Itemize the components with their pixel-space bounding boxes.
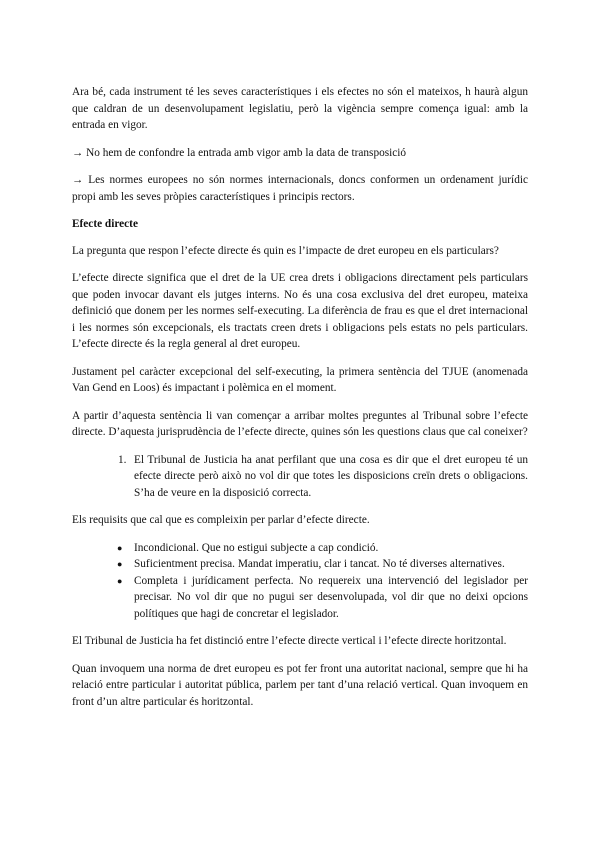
list-item-text: Suficientment precisa. Mandat imperatiu, clar i tancat. No té diverses alternatives. [134, 558, 505, 570]
bullet-list-item [72, 556, 528, 573]
bullet-icon: ● [117, 559, 123, 569]
document-body [72, 84, 528, 721]
section-heading: Efecte directe [72, 218, 138, 230]
paragraph: Quan invoquem una norma de dret europeu es pot fer front una autoritat nacional, sempre que hi ha relació entre particular i autoritat pública, parlem per tant d’una relació vertical. Quan invoquem en front d’un altre particular és horitzontal. [72, 662, 528, 708]
paragraph: Ara bé, cada instrument té les seves característiques i els efectes no són el mateixos, h haurà algun que caldran de un desenvolupament legislatiu, però la vigència sempre comença igual: amb la entrada en vigor. [72, 86, 528, 131]
paragraph: Justament pel caràcter excepcional del self-executing, la primera sentència del TJUE (anomenada Van Gend en Loos) és impactant i polèmica en el moment. [72, 365, 528, 394]
bullet-list [72, 540, 528, 623]
paragraph: L’efecte directe significa que el dret de la UE crea drets i obligacions directament pels particulars que poden invocar davant els jutges interns. No és una cosa exclusiva del dret europeu, mateixa definició que donem per les normes self-executing. La diferència de frau es que el dret internacional i les normes són excepcionals, els tractats creen drets i obligacions pels estats no pels particulars. L’efecte directe és la regla general al dret europeu. [72, 272, 528, 350]
list-item-text: El Tribunal de Justicia ha anat perfilant que una cosa es dir que el dret europeu té un efecte directe però això no vol dir que totes les disposicions creïn drets o obligacions. S’ha de veure en la disposició correcta. [134, 453, 528, 499]
paragraph: A partir d’aquesta sentència li van començar a arribar moltes preguntes al Tribunal sobre l’efecte directe. D’aquesta jurisprudència de l’efecte directe, quines són les questions claus que cal coneixer? [72, 409, 528, 438]
bullet-list-item [72, 573, 528, 623]
paragraph: → No hem de confondre la entrada amb vigor amb la data de transposició [72, 146, 407, 159]
paragraph: → Les normes europees no són normes internacionals, doncs conformen un ordenament jurídic propi amb les seves pròpies característiques i principis rectors. [72, 174, 528, 203]
numbered-list-item [72, 452, 528, 502]
list-item-text: Incondicional. Que no estigui subjecte a cap condició. [134, 541, 379, 554]
bullet-list-item [72, 540, 528, 557]
paragraph: La pregunta que respon l’efecte directe és quin es l’impacte de dret europeu en els particulars? [72, 244, 499, 257]
paragraph: El Tribunal de Justicia ha fet distinció entre l’efecte directe vertical i l’efecte directe horitzontal. [72, 635, 507, 647]
list-item-text: Completa i jurídicament perfecta. No requereix una intervenció del legislador per precisar. No vol dir que no pugui ser desenvolupada, vol dir que no deixi opcions polítiques que hagi de concretar el legislador. [134, 574, 528, 620]
bullet-icon: ● [117, 575, 123, 586]
list-number: 1. [118, 453, 127, 466]
bullet-icon: ● [117, 542, 123, 553]
numbered-list [72, 452, 528, 502]
paragraph: Els requisits que cal que es compleixin per parlar d’efecte directe. [72, 514, 370, 526]
